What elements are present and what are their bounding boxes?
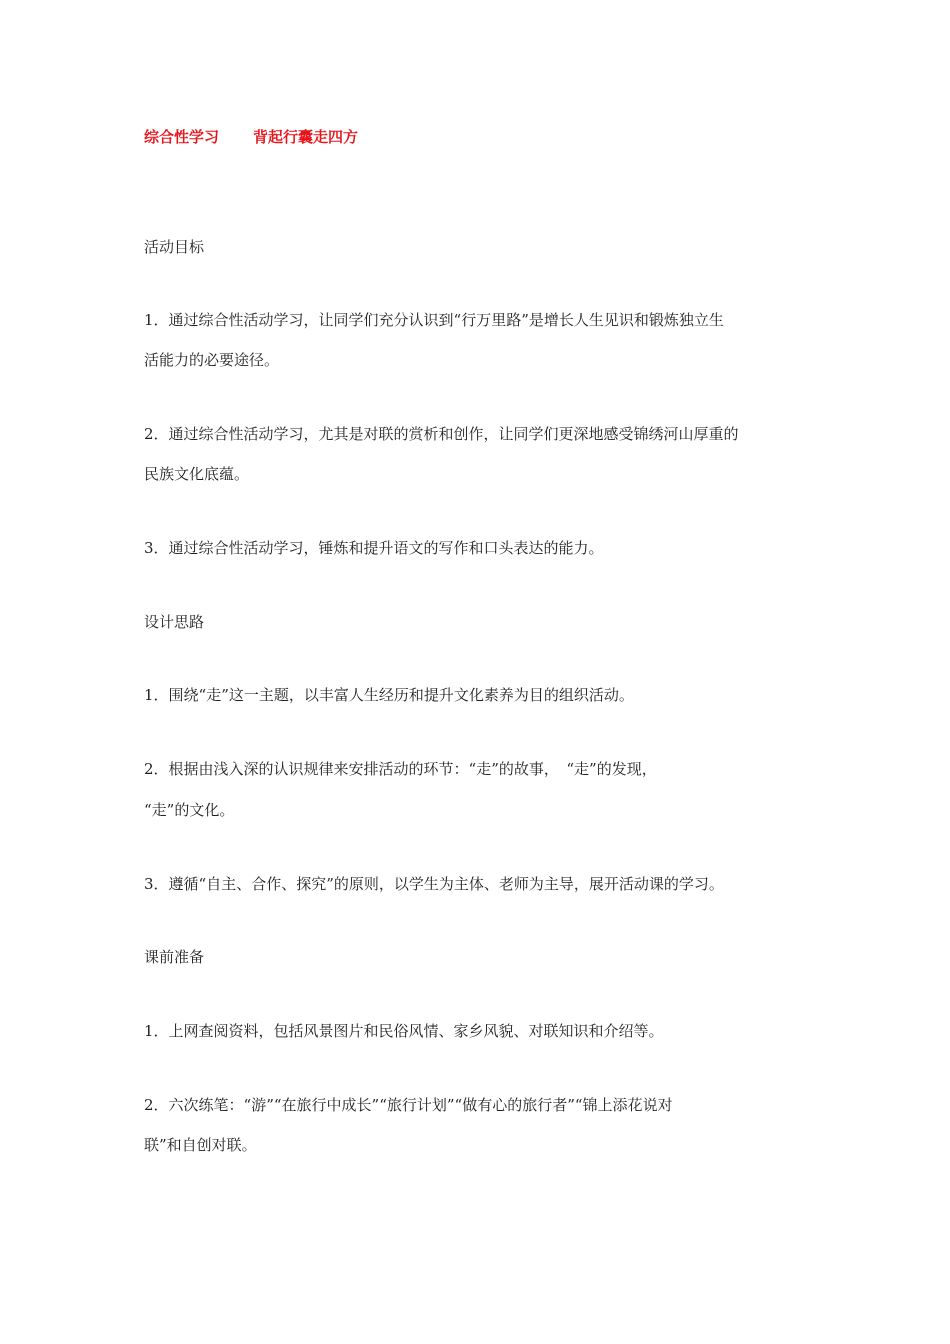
design-1-line-1: 1．围绕“走”这一主题，以丰富人生经历和提升文化素养为目的组织活动。 [144, 686, 634, 704]
design-2-line-2: “走”的文化。 [144, 801, 235, 819]
goal-1-line-1: 1．通过综合性活动学习，让同学们充分认识到“行万里路”是增长人生见识和锻炼独立生 [144, 311, 724, 329]
title-part-1: 综合性学习 [144, 128, 220, 146]
prep-2-line-2: 联”和自创对联。 [144, 1136, 257, 1154]
goal-3-line-1: 3．通过综合性活动学习，锤炼和提升语文的写作和口头表达的能力。 [144, 539, 604, 557]
design-3-line-1: 3．遵循“自主、合作、探究”的原则，以学生为主体、老师为主导，展开活动课的学习。 [144, 875, 724, 893]
goal-2-line-2: 民族文化底蕴。 [144, 465, 250, 483]
prep-1-line-1: 1．上网查阅资料，包括风景图片和民俗风情、家乡风貌、对联知识和介绍等。 [144, 1022, 664, 1040]
goal-1-line-2: 活能力的必要途径。 [144, 351, 280, 369]
goal-2-line-1: 2．通过综合性活动学习，尤其是对联的赏析和创作，让同学们更深地感受锦绣河山厚重的 [144, 425, 739, 443]
prep-2-line-1: 2．六次练笔：“游”“在旅行中成长”“旅行计划”“做有心的旅行者”“锦上添花说对 [144, 1096, 673, 1114]
section-heading-design: 设计思路 [144, 613, 205, 631]
section-heading-goals: 活动目标 [144, 238, 205, 256]
design-2-line-1: 2．根据由浅入深的认识规律来安排活动的环节：“走”的故事， “走”的发现， [144, 760, 657, 778]
section-heading-preparation: 课前准备 [144, 948, 205, 966]
document-title [144, 126, 358, 148]
title-part-2: 背起行囊走四方 [253, 128, 359, 146]
